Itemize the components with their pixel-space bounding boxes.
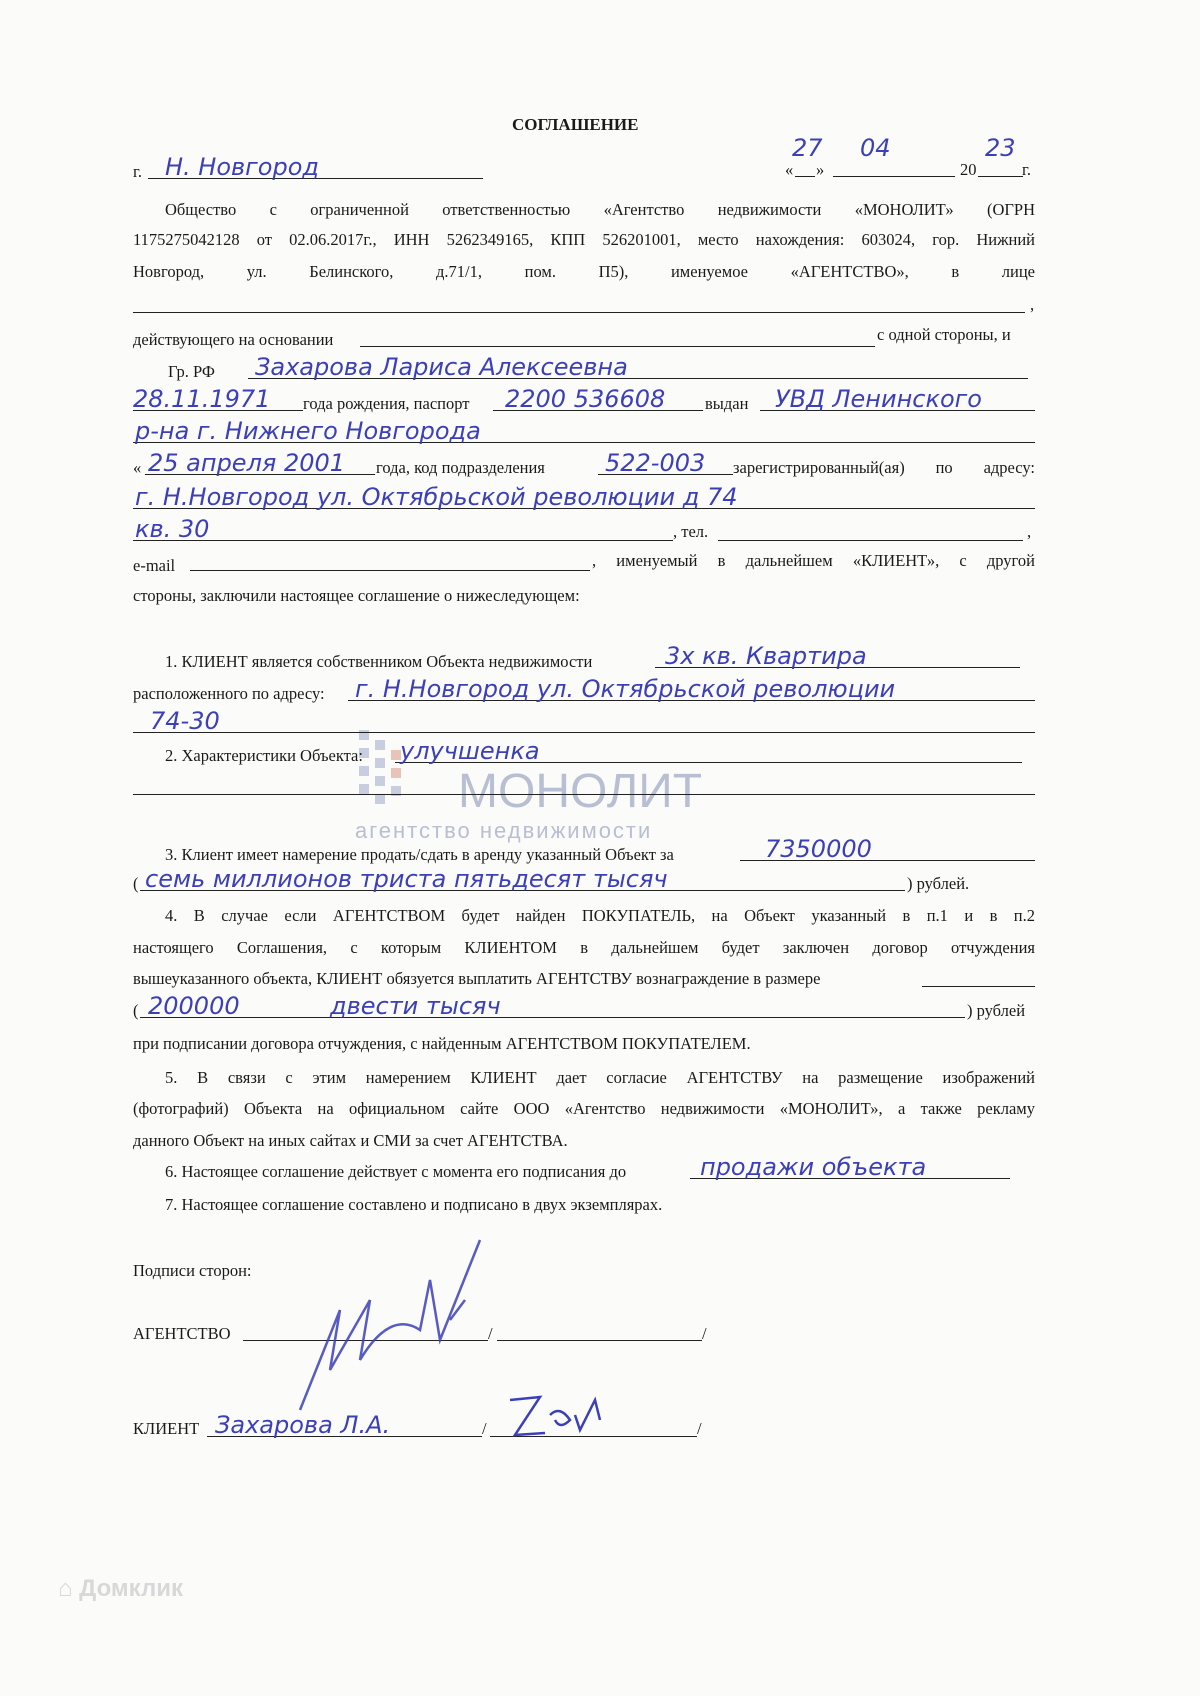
item-5-line-1: 5. В связи с этим намерением КЛИЕНТ дает согласие АГЕНТСТВУ на размещение изображений xyxy=(165,1068,1035,1087)
hw-fee: 200000 xyxy=(148,992,240,1020)
item-7: 7. Настоящее соглашение составлено и подписано в двух экземплярах. xyxy=(165,1195,663,1214)
intro-line-3: Новгород, ул. Белинского, д.71/1, пом. П5), именуемое «АГЕНТСТВО», в лице xyxy=(133,262,1035,281)
citizen-label: Гр. РФ xyxy=(168,362,215,381)
comma: , xyxy=(1027,522,1032,541)
birth-label: года рождения, паспорт xyxy=(303,394,470,413)
hw-fee-words: двести тысяч xyxy=(330,992,501,1020)
hw-city: Н. Новгород xyxy=(165,153,319,181)
email-label: e-mail xyxy=(133,556,176,575)
slash: / xyxy=(482,1419,487,1438)
named-client-text: , именуемый в дальнейшем «КЛИЕНТ», с другой xyxy=(592,551,1035,570)
intro-line-2: 1175275042128 от 02.06.2017г., ИНН 5262349165, КПП 526201001, место нахождения: 603024, гор. Нижний xyxy=(133,230,1035,249)
hw-object-address-2: 74-30 xyxy=(150,707,220,735)
item-3: 3. Клиент имеет намерение продать/сдать в аренду указанный Объект за xyxy=(165,845,674,864)
hw-issue-date: 25 апреля 2001 xyxy=(148,449,346,477)
watermark-subtitle: агентство недвижимости xyxy=(355,818,653,843)
hw-issued-by-2: р-на г. Нижнего Новгорода xyxy=(135,417,481,445)
slash: / xyxy=(697,1419,702,1438)
hw-object-address: г. Н.Новгород ул. Октябрьской революции xyxy=(355,675,896,703)
client-signature xyxy=(500,1385,620,1445)
item-5-line-3: данного Объект на иных сайтах и СМИ за счет АГЕНТСТВА. xyxy=(133,1131,568,1150)
hw-valid-until: продажи объекта xyxy=(700,1153,927,1181)
hw-passport: 2200 536608 xyxy=(505,385,666,413)
hw-characteristics: улучшенка xyxy=(400,737,540,765)
item-6: 6. Настоящее соглашение действует с момента его подписания до xyxy=(165,1162,627,1181)
domclick-text: Домклик xyxy=(79,1575,183,1602)
date-quote-open: « xyxy=(785,160,794,179)
item-2: 2. Характеристики Объекта: xyxy=(165,746,363,765)
hw-client-signature-name: Захарова Л.А. xyxy=(215,1411,391,1439)
phone-label: , тел. xyxy=(673,522,709,541)
comma: , xyxy=(1030,295,1035,314)
hw-price-words: семь миллионов триста пятьдесят тысяч xyxy=(145,865,668,893)
hw-address-2: кв. 30 xyxy=(135,515,210,543)
intro-line-1: Общество с ограниченной ответственностью «Агентство недвижимости «МОНОЛИТ» (ОГРН xyxy=(165,200,1035,219)
issued-label: выдан xyxy=(705,394,749,413)
year-code-label: года, код подразделения xyxy=(376,458,545,477)
paren: ( xyxy=(133,874,139,893)
domclick-watermark xyxy=(58,1575,183,1603)
item-4-line-2: настоящего Соглашения, с которым КЛИЕНТОМ в дальнейшем будет заключен договор отчуждения xyxy=(133,938,1035,957)
rubles-label-2: ) рублей xyxy=(967,1001,1026,1020)
item-4-line-1: 4. В случае если АГЕНТСТВОМ будет найден ПОКУПАТЕЛЬ, на Объект указанный в п.1 и в п.2 xyxy=(165,906,1035,925)
item-4-end: при подписании договора отчуждения, с найденным АГЕНТСТВОМ ПОКУПАТЕЛЕМ. xyxy=(133,1034,751,1053)
hw-address: г. Н.Новгород ул. Октябрьской революции д 74 xyxy=(135,483,738,511)
slash: / xyxy=(488,1324,493,1343)
hw-price: 7350000 xyxy=(765,835,872,863)
watermark-brand: МОНОЛИТ xyxy=(458,765,703,818)
item-1: 1. КЛИЕНТ является собственником Объекта недвижимости xyxy=(165,652,593,671)
year-suffix: г. xyxy=(1022,160,1032,179)
agency-label: АГЕНТСТВО xyxy=(133,1324,231,1343)
date-quote-close: » xyxy=(816,160,825,179)
issue-date-quote: « xyxy=(133,458,142,477)
slash: / xyxy=(702,1324,707,1343)
hw-month: 04 xyxy=(860,134,891,162)
hw-object: 3х кв. Квартира xyxy=(665,642,867,670)
paren: ( xyxy=(133,1001,139,1020)
hw-day: 27 xyxy=(792,134,823,162)
year-prefix: 20 xyxy=(960,160,977,179)
hw-client-name: Захарова Лариса Алексеевна xyxy=(255,353,628,381)
monolith-logo-icon xyxy=(355,710,435,820)
item-5-line-2: (фотографий) Объекта на официальном сайте ООО «Агентство недвижимости «МОНОЛИТ», а также рекламу xyxy=(133,1099,1035,1118)
city-prefix: г. xyxy=(133,162,143,181)
item-4-line-3: вышеуказанного объекта, КЛИЕНТ обязуется выплатить АГЕНТСТВУ вознаграждение в размере xyxy=(133,969,821,988)
hw-issued-by: УВД Ленинского xyxy=(775,385,982,413)
registered-label: зарегистрированный(ая) по адресу: xyxy=(733,458,1035,477)
house-icon: ⌂ xyxy=(58,1575,73,1602)
agency-signature xyxy=(280,1220,530,1420)
signatures-label: Подписи сторон: xyxy=(133,1261,252,1280)
document-title: СОГЛАШЕНИЕ xyxy=(512,115,639,134)
concluded-text: стороны, заключили настоящее соглашение о нижеследующем: xyxy=(133,586,580,605)
item-1-address-label: расположенного по адресу: xyxy=(133,684,325,703)
hw-birth-date: 28.11.1971 xyxy=(133,385,271,413)
hw-division-code: 522-003 xyxy=(605,449,706,477)
basis-label: действующего на основании xyxy=(133,330,334,349)
hw-year: 23 xyxy=(985,134,1016,162)
client-label: КЛИЕНТ xyxy=(133,1419,200,1438)
one-side-label: с одной стороны, и xyxy=(877,325,1011,344)
rubles-label: ) рублей. xyxy=(907,874,970,893)
